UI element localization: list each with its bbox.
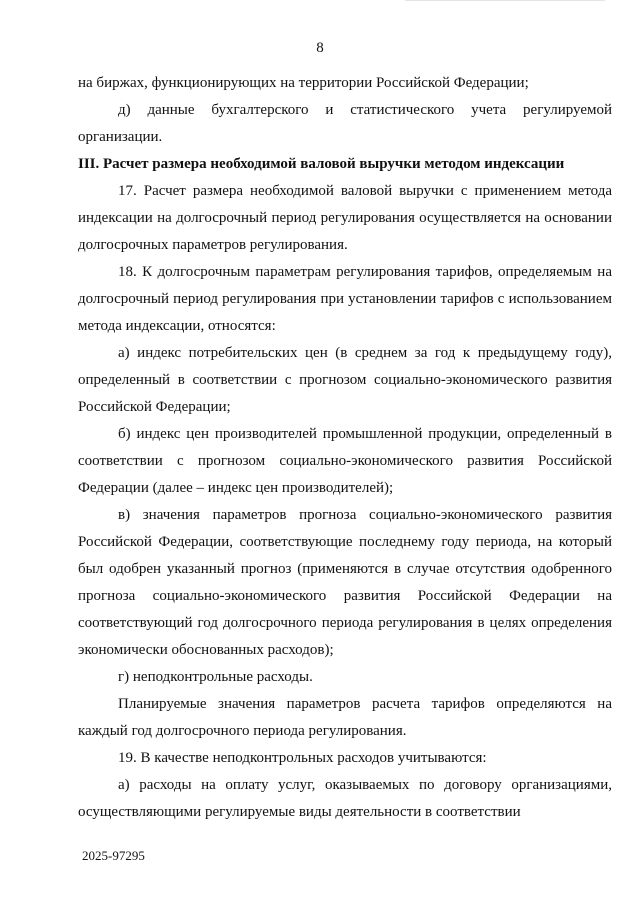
paragraph-18-v: в) значения параметров прогноза социально-экономического развития Российской Федерации, соответствующие последнему году периода, на который был одобрен указанный прогноз (применяются в случае отсутствия одобренного прогноза социально-экономического развития Российской Федерации на соответствующий год долгосрочного периода регулирования в целях определения экономически обоснованных расходов); [78, 507, 612, 658]
paragraph-17: 17. Расчет размера необходимой валовой выручки с применением метода индексации на долгосрочный период регулирования осуществляется на основании долгосрочных параметров регулирования. [78, 183, 612, 253]
paragraph-19-a: а) расходы на оплату услуг, оказываемых по договору организациями, осуществляющими регулируемые виды деятельности в соответствии [78, 777, 612, 820]
paragraph-planned-values: Планируемые значения параметров расчета тарифов определяются на каждый год долгосрочного периода регулирования. [78, 696, 612, 739]
document-number: 2025-97295 [82, 848, 145, 863]
paragraph-19: 19. В качестве неподконтрольных расходов учитываются: [118, 750, 487, 766]
paragraph-18-g: г) неподконтрольные расходы. [118, 669, 313, 685]
paragraph-continuation: на биржах, функционирующих на территории Российской Федерации; [78, 75, 529, 91]
paragraph-18: 18. К долгосрочным параметрам регулирования тарифов, определяемым на долгосрочный период регулирования при установлении тарифов с использованием метода индексации, относятся: [78, 264, 612, 334]
paragraph-item-d: д) данные бухгалтерского и статистического учета регулируемой организации. [78, 102, 612, 145]
paragraph-18-b: б) индекс цен производителей промышленной продукции, определенный в соответствии с прогнозом социально-экономического развития Российской Федерации (далее – индекс цен производителей); [78, 426, 612, 496]
scan-artifact-line [405, 0, 605, 1]
paragraph-18-a: а) индекс потребительских цен (в среднем за год к предыдущему году), определенный в соответствии с прогнозом социально-экономического развития Российской Федерации; [78, 345, 612, 415]
document-body [78, 70, 612, 826]
section-heading-iii: III. Расчет размера необходимой валовой выручки методом индексации [78, 156, 565, 172]
page-number: 8 [316, 40, 324, 56]
